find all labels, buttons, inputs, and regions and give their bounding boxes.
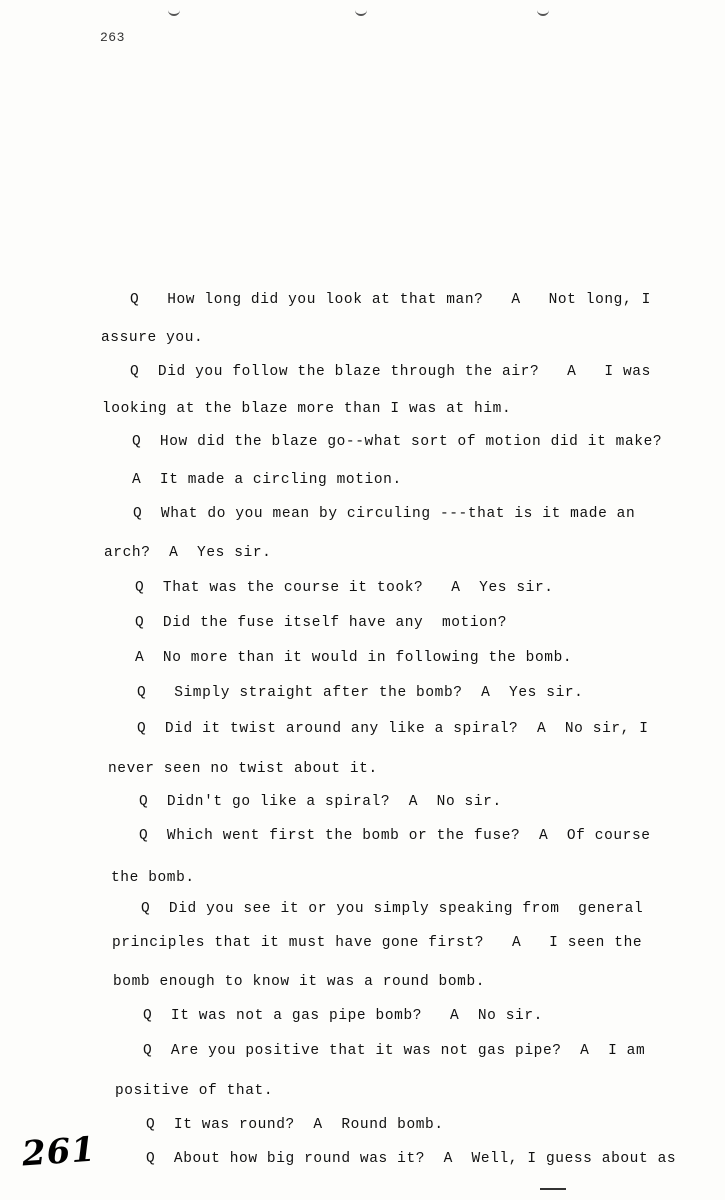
transcript-line: Q That was the course it took? A Yes sir. (135, 580, 554, 596)
transcript-line: bomb enough to know it was a round bomb. (113, 974, 486, 990)
punch-hole-mark (168, 6, 180, 16)
bottom-mark (540, 1188, 566, 1190)
transcript-line: A It made a circling motion. (132, 472, 402, 488)
punch-hole-mark (355, 6, 367, 16)
transcript-line: Q Which went first the bomb or the fuse? A Of course (139, 828, 651, 844)
transcript-line: never seen no twist about it. (108, 761, 378, 777)
transcript-line: Q Simply straight after the bomb? A Yes sir. (137, 685, 584, 701)
page-number: 263 (100, 30, 125, 45)
punch-hole-mark (537, 6, 549, 16)
transcript-line: principles that it must have gone first? A I seen the (112, 935, 643, 951)
transcript-line: Q About how big round was it? A Well, I guess about as (146, 1151, 677, 1167)
transcript-line: Q Did the fuse itself have any motion? (135, 615, 508, 631)
transcript-line: Q How did the blaze go--what sort of motion did it make? (132, 434, 663, 450)
transcript-line: Q Did it twist around any like a spiral? A No sir, I (137, 721, 649, 737)
transcript-line: Q Didn't go like a spiral? A No sir. (139, 794, 502, 810)
transcript-line: Q Did you follow the blaze through the air? A I was (130, 364, 651, 380)
transcript-line: arch? A Yes sir. (104, 545, 272, 561)
transcript-line: Q It was round? A Round bomb. (146, 1117, 444, 1133)
transcript-line: positive of that. (115, 1083, 274, 1099)
transcript-line: Q What do you mean by circuling ---that is it made an (133, 506, 636, 522)
transcript-line: Q How long did you look at that man? A Not long, I (130, 292, 651, 308)
transcript-line: Q Did you see it or you simply speaking from general (141, 901, 644, 917)
transcript-line: A No more than it would in following the bomb. (135, 650, 573, 666)
transcript-line: assure you. (101, 330, 204, 346)
transcript-line: Q It was not a gas pipe bomb? A No sir. (143, 1008, 543, 1024)
transcript-line: looking at the blaze more than I was at him. (102, 401, 512, 417)
handwritten-page-number: 261 (20, 1129, 98, 1175)
transcript-line: the bomb. (111, 870, 195, 886)
transcript-line: Q Are you positive that it was not gas pipe? A I am (143, 1043, 646, 1059)
